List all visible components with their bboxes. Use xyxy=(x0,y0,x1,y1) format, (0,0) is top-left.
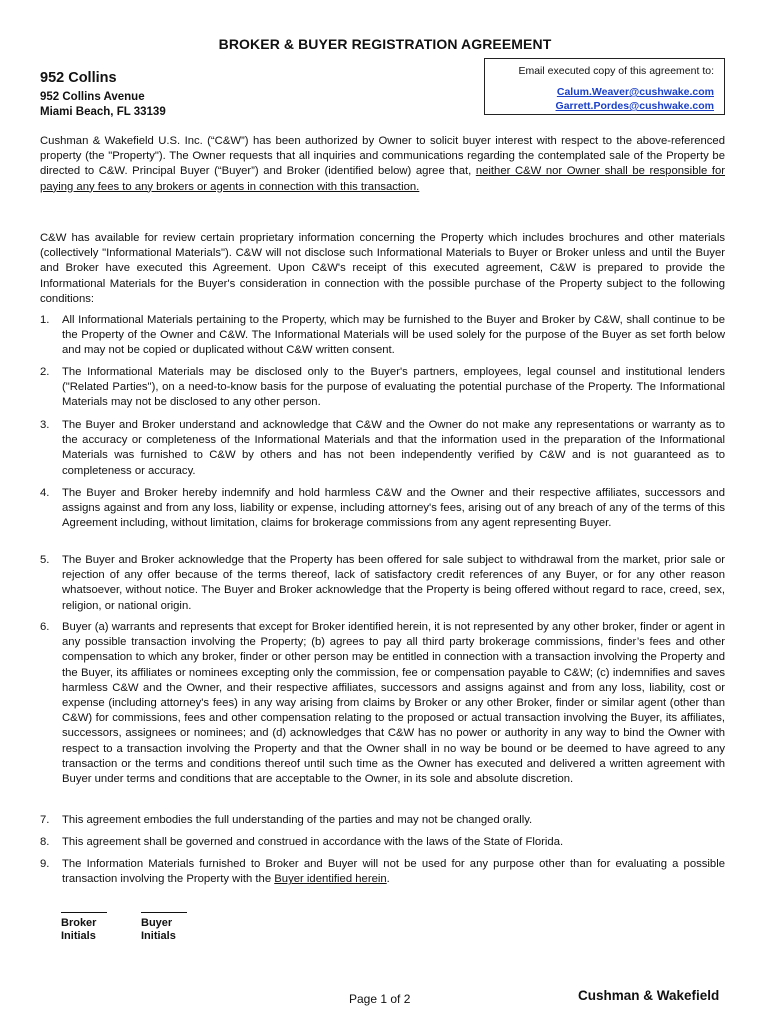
condition-number: 4. xyxy=(40,487,50,499)
intro-paragraph xyxy=(40,134,725,195)
condition-9-text: The Information Materials furnished to Broker and Buyer will not be used for any purpose other than for evaluating a possible transaction involving the Property with the xyxy=(62,858,725,886)
condition-number: 3. xyxy=(40,419,50,431)
property-address xyxy=(40,90,166,120)
broker-label: Broker xyxy=(61,917,97,929)
footer-brand: Cushman & Wakefield xyxy=(578,988,720,1003)
page-number: Page 1 of 2 xyxy=(349,992,411,1006)
condition-text: All Informational Materials pertaining to the Property, which may be furnished to the Buyer and Broker by C&W, shall continue to be the Property of the Owner and C&W. The Informational Materials will be used solely for the purpose of the Buyer as set forth below and may not be copied or duplicated without C&W written consent. xyxy=(62,314,725,357)
condition-9-underlined: Buyer identified herein xyxy=(274,873,387,886)
condition-item xyxy=(40,313,725,359)
condition-number: 2. xyxy=(40,366,50,378)
initials-label: Initials xyxy=(141,930,176,942)
condition-item xyxy=(40,835,725,850)
document-title: BROKER & BUYER REGISTRATION AGREEMENT xyxy=(218,36,552,52)
address-line-1: 952 Collins Avenue xyxy=(40,91,145,103)
condition-text: The Buyer and Broker hereby indemnify and hold harmless C&W and the Owner and their respective affiliates, successors and assigns against and from any loss, liability or expense, including attorney's fees, arising out of any breach of any of the terms of this Agreement including, without limitation, claims for brokerage commissions from any agent representing Buyer. xyxy=(62,487,725,530)
info-paragraph: C&W has available for review certain proprietary information concerning the Property which includes brochures and other materials (collectively "Informational Materials"). C&W will not disclose such Informational Materials to Buyer or Broker unless and until the Buyer and Broker have executed this Agreement. Upon C&W's receipt of this executed agreement, C&W is prepared to provide the Informational Materials for the Buyer's consideration in connection with the possible purchase of the Property subject to the following conditions: xyxy=(40,232,725,305)
intro-text: Cushman & Wakefield U.S. Inc. (“C&W”) has been authorized by Owner to solicit buyer interest with respect to the above-referenced property (the "Property"). The Owner requests that all inquiries and communications regarding the contemplated sale of the Property be directed to C&W. Principal Buyer (“Buyer”) and Broker (identified below) agree that, xyxy=(40,135,725,178)
condition-text: This agreement embodies the full understanding of the parties and may not be changed orally. xyxy=(62,814,533,826)
email-link-calum[interactable]: Calum.Weaver@cushwake.com xyxy=(556,86,714,98)
email-box-header: Email executed copy of this agreement to: xyxy=(518,65,714,77)
condition-item xyxy=(40,418,725,479)
broker-initials-line xyxy=(61,912,107,913)
condition-item xyxy=(40,365,725,411)
condition-item xyxy=(40,486,725,532)
condition-9-end: . xyxy=(386,873,390,886)
condition-text: The Buyer and Broker acknowledge that the Property has been offered for sale subject to withdrawal from the market, prior sale or rejection of any offer because of the terms thereof, lack of satisfactory credit references of any Buyer, or for any other reason whatsoever, without notice. The Buyer and Broker acknowledge that the Property is being offered without regard to race, creed, sex, religion, or national origin. xyxy=(62,554,725,612)
condition-number: 8. xyxy=(40,836,50,848)
condition-item xyxy=(40,553,725,614)
initials-label: Initials xyxy=(61,930,96,942)
condition-number: 7. xyxy=(40,814,50,826)
condition-text: Buyer (a) warrants and represents that except for Broker identified herein, it is not represented by any other broker, finder or agent in any possible transaction involving the Property; (b) agrees to pay all third party brokerage commissions, finder’s fees and other compensation to which any broker, finder or other person may be entitled in connection with a transaction involving the Property and the Buyer, its affiliates or nominees excepting only the commission, fee or compensation payable to C&W; (c) indemnifies and saves harmless C&W and the Owner, and their respective affiliates, successors and assigns against and from any loss, liability, cost or expense (including attorney's fees) in any way arising from claims by Broker or any other Broker, finder or similar agent (other than C&W) for commissions, fees and other compensation relating to the proposed or actual transaction involving the Buyer, its affiliates, successors, assignees or nominees; and (d) acknowledges that C&W has no power or authority in any way to bind the Owner with respect to a transaction involving the Property and that the Owner shall in no way be bound or be deemed to have agreed to any transaction or the terms and conditions thereof until such time as the Owner has executed and delivered a written agreement with Buyer under terms and conditions that are acceptable to the Owner, in its sole and absolute discretion. xyxy=(62,621,725,786)
buyer-label: Buyer xyxy=(141,917,173,929)
condition-text: This agreement shall be governed and construed in accordance with the laws of the State of Florida. xyxy=(62,836,564,848)
condition-number: 5. xyxy=(40,554,50,566)
broker-initials-field[interactable] xyxy=(61,912,107,943)
email-box xyxy=(484,58,725,115)
condition-text xyxy=(62,857,725,887)
buyer-initials-line xyxy=(141,912,187,913)
condition-number: 6. xyxy=(40,621,50,633)
condition-number: 9. xyxy=(40,858,50,870)
condition-item xyxy=(40,813,725,828)
address-line-2: Miami Beach, FL 33139 xyxy=(40,106,166,118)
condition-text: The Informational Materials may be disclosed only to the Buyer's partners, employees, legal counsel and institutional lenders ("Related Parties"), on a need-to-know basis for the purpose of evaluating the potential purchase of the Property. The Informational Materials may not be disclosed to any other person. xyxy=(62,366,725,409)
intro-underlined-text: neither C&W nor Owner shall be responsible for paying any fees to any brokers or agents in connection with this transaction. xyxy=(40,165,726,193)
email-link-garrett[interactable]: Garrett.Pordes@cushwake.com xyxy=(555,100,714,112)
condition-number: 1. xyxy=(40,314,50,326)
condition-text: The Buyer and Broker understand and acknowledge that C&W and the Owner do not make any representations or warranty as to the accuracy or completeness of the Informational Materials and that the information used in the preparation of the Informational Materials was furnished to C&W by others and has not been independently verified by C&W and is not guaranteed as to completeness or accuracy. xyxy=(62,419,725,477)
condition-item xyxy=(40,620,725,787)
condition-item xyxy=(40,857,725,887)
buyer-initials-field[interactable] xyxy=(141,912,187,943)
property-name: 952 Collins xyxy=(40,70,117,86)
